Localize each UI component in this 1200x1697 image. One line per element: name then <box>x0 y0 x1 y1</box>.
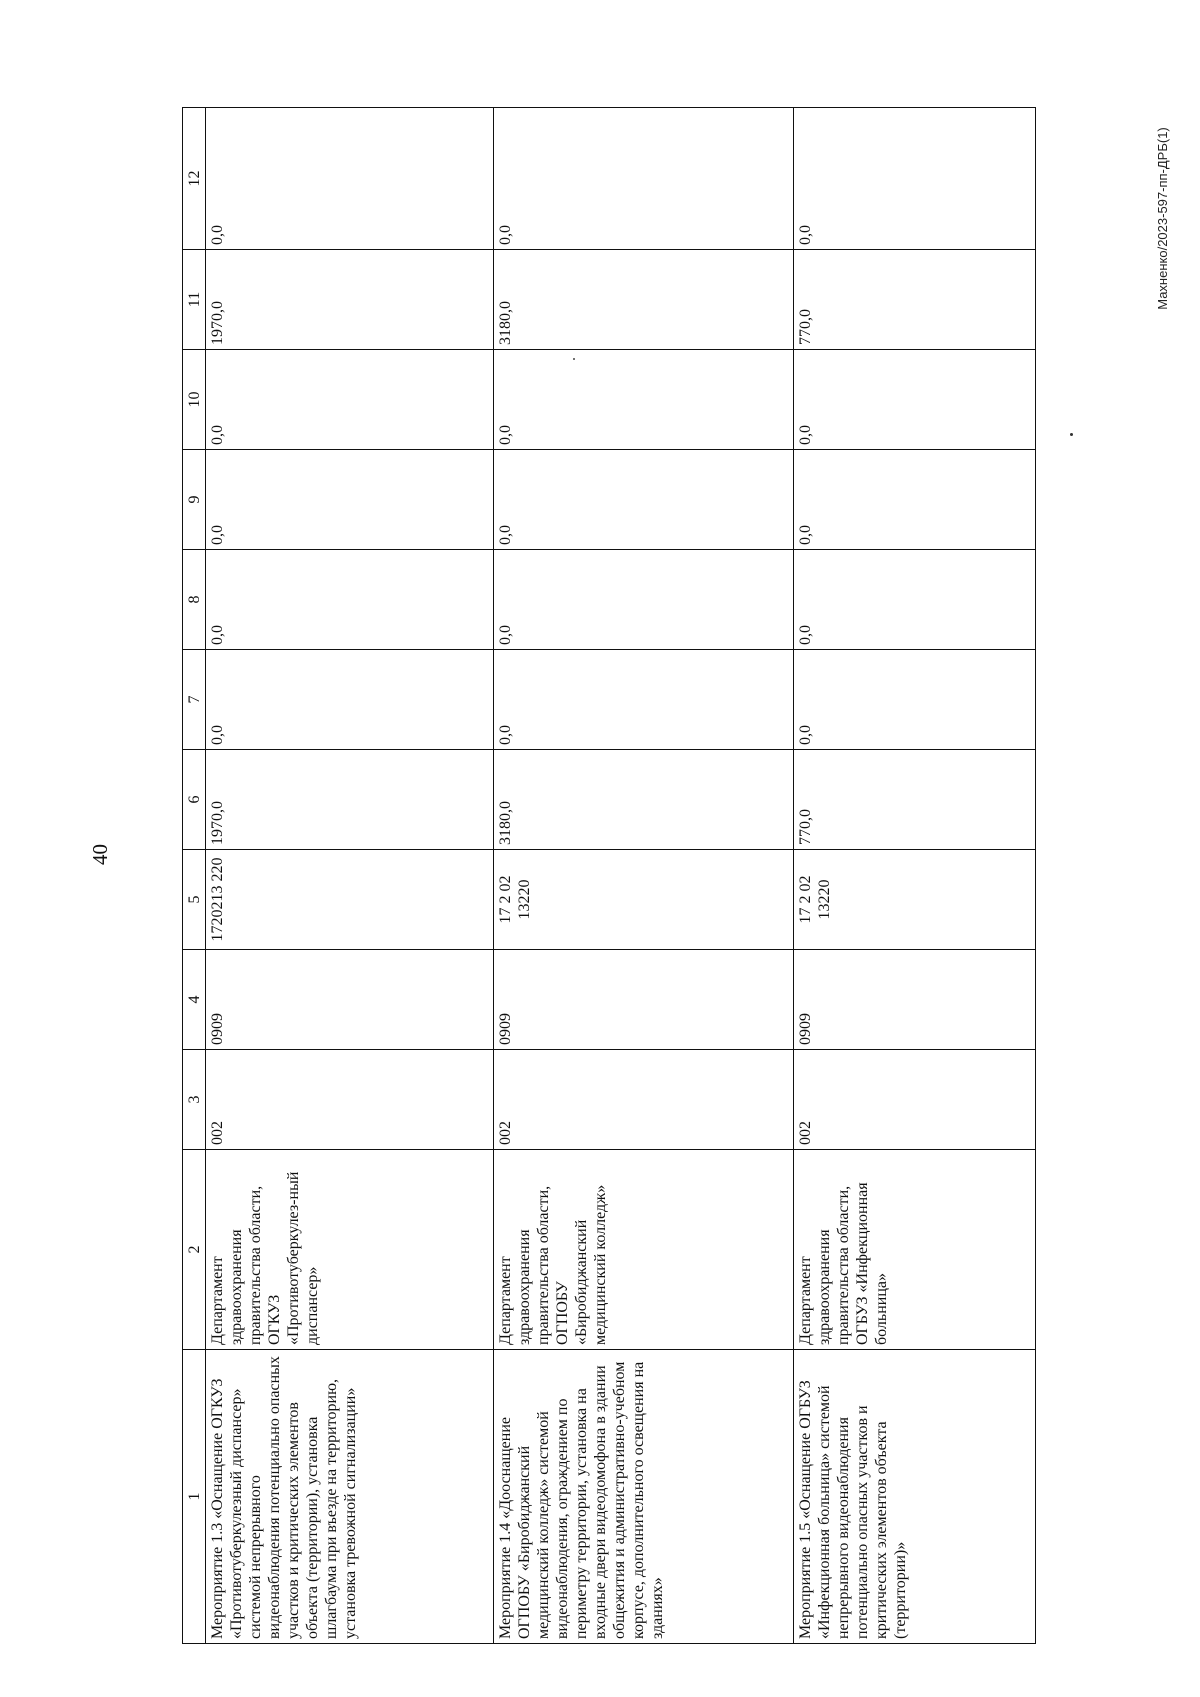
table-row <box>494 108 794 1644</box>
column-header: 7 <box>183 650 206 750</box>
column-header: 3 <box>183 1050 206 1150</box>
amount-cell: 3180,0 <box>494 250 794 350</box>
column-header: 2 <box>183 1150 206 1350</box>
amount-cell: 0,0 <box>206 350 494 450</box>
admin-code-cell: 002 <box>494 1050 794 1150</box>
amount-cell: 1970,0 <box>206 250 494 350</box>
column-header: 1 <box>183 1350 206 1644</box>
executor-cell: Департамент здравоохранения правительства области, ОГПОБУ «Биробиджанский медицинский колледж» <box>494 1150 794 1350</box>
column-header: 5 <box>183 850 206 950</box>
column-header: 12 <box>183 108 206 250</box>
section-code-cell: 0909 <box>494 950 794 1050</box>
amount-cell: 0,0 <box>794 450 1036 550</box>
executor-cell: Департамент здравоохранения правительства области, ОГКУЗ «Противотуберкулез-ный диспансер» <box>206 1150 494 1350</box>
amount-cell: 0,0 <box>794 108 1036 250</box>
column-header: 10 <box>183 350 206 450</box>
amount-cell: 0,0 <box>494 108 794 250</box>
amount-cell: 0,0 <box>206 650 494 750</box>
column-header: 4 <box>183 950 206 1050</box>
amount-cell: 0,0 <box>206 108 494 250</box>
column-header: 9 <box>183 450 206 550</box>
budget-table <box>182 107 1036 1644</box>
admin-code-cell: 002 <box>206 1050 494 1150</box>
column-header: 6 <box>183 750 206 850</box>
page-number-text: 40 <box>88 844 112 865</box>
section-code-cell: 0909 <box>794 950 1036 1050</box>
amount-total-cell: 3180,0 <box>494 750 794 850</box>
amount-cell: 0,0 <box>794 550 1036 650</box>
executor-cell: Департамент здравоохранения правительства области, ОГБУЗ «Инфекционная больница» <box>794 1150 1036 1350</box>
amount-total-cell: 1970,0 <box>206 750 494 850</box>
activity-cell: Мероприятие 1.5 «Оснащение ОГБУЗ «Инфекционная больница» системой непрерывного видеонаблюдения потенциально опасных участков и критических элементов объекта (территории)» <box>794 1350 1036 1644</box>
amount-cell: 0,0 <box>206 550 494 650</box>
document-code <box>1155 127 1171 310</box>
amount-cell: 0,0 <box>494 550 794 650</box>
amount-cell: 0,0 <box>494 650 794 750</box>
table-header-row <box>183 108 206 1644</box>
activity-cell: Мероприятие 1.3 «Оснащение ОГКУЗ «Противотуберкулезный диспансер» системой непрерывного видеонаблюдения потенциально опасных участков и критических элементов объекта (территории), установка шлагбаума при въезде на территорию, установка тревожной сигнализации» <box>206 1350 494 1644</box>
scan-dot-mark <box>1070 433 1073 436</box>
amount-total-cell: 770,0 <box>794 750 1036 850</box>
amount-cell: 0,0 <box>794 350 1036 450</box>
amount-cell: 0,0 <box>206 450 494 550</box>
target-item-cell: 1720213 220 <box>206 850 494 950</box>
amount-cell: 0,0 <box>494 450 794 550</box>
amount-cell: 0,0 <box>494 350 794 450</box>
amount-cell: 0,0 <box>794 650 1036 750</box>
table-row <box>794 108 1036 1644</box>
document-code-text: Махненко/2023-597-пп-ДРБ(1) <box>1155 127 1171 310</box>
activity-cell: Мероприятие 1.4 «Дооснащение ОГПОБУ «Биробиджанский медицинский колледж» системой видеонаблюдения, ограждением по периметру территории, установка на входные двери видеодомофона в здании общежития и административно-учебном корпусе, дополнительного освещения на зданиях» <box>494 1350 794 1644</box>
admin-code-cell: 002 <box>794 1050 1036 1150</box>
amount-cell: 770,0 <box>794 250 1036 350</box>
column-header: 8 <box>183 550 206 650</box>
table-row <box>206 108 494 1644</box>
page-number <box>88 844 112 865</box>
column-header: 11 <box>183 250 206 350</box>
budget-table-rotated <box>182 108 1034 1644</box>
target-item-cell: 17 2 02 13220 <box>794 850 1036 950</box>
section-code-cell: 0909 <box>206 950 494 1050</box>
target-item-cell: 17 2 02 13220 <box>494 850 794 950</box>
